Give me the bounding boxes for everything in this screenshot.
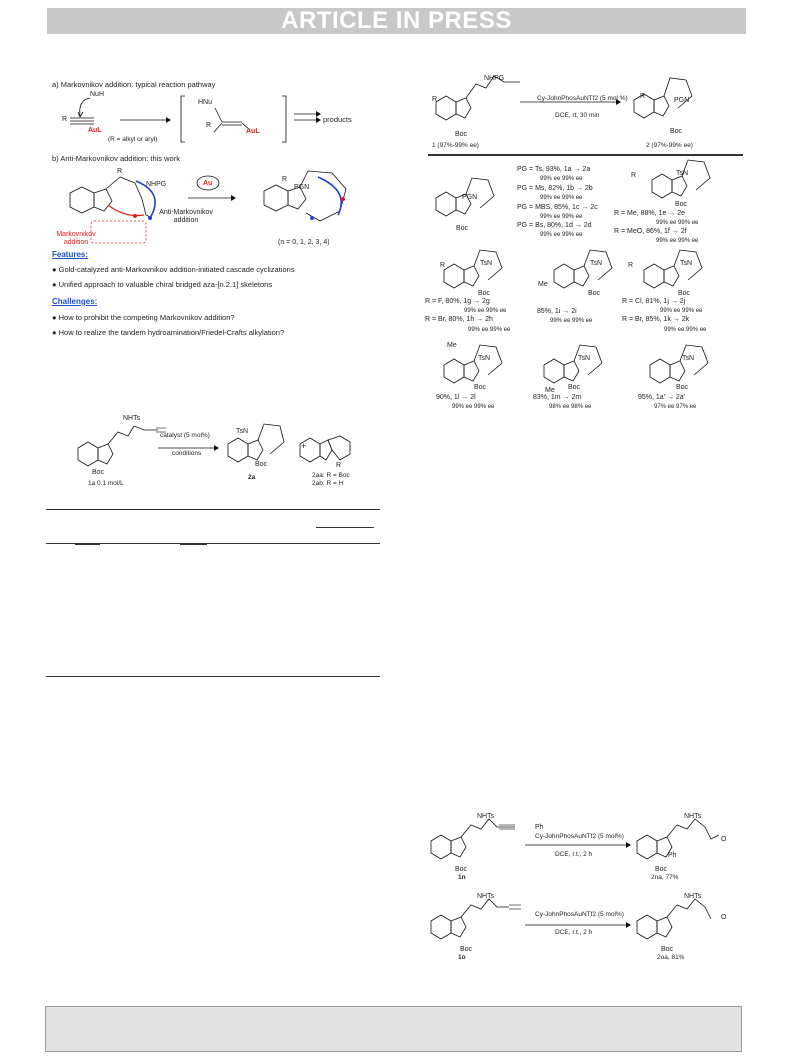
- footer-citation-box: [45, 1006, 742, 1052]
- pg-row-line: PG = Ms, 82%, 1b → 2b: [517, 185, 593, 192]
- compound-2h-ee: 99% ee 99% ee: [468, 327, 511, 333]
- boc-label-11: Boc: [568, 384, 581, 391]
- boc-label-13: Boc: [455, 866, 468, 873]
- conditions-label-4: DCE, r.t., 2 h: [555, 929, 593, 936]
- pg-row-ee: 99% ee 99% ee: [540, 176, 583, 182]
- boc-label-15: Boc: [460, 946, 473, 953]
- nhpg-label: NHPG: [146, 181, 167, 188]
- pgn-label-3: PGN: [462, 194, 478, 201]
- product-label-2: 2 (97%-99% ee): [646, 142, 693, 149]
- compound-2f-line: R = MeO, 86%, 1f → 2f: [614, 228, 687, 235]
- reagent-label-3: Cy-JohnPhosAuNTf2 (5 mol%): [535, 911, 624, 918]
- tsn-label-6: TsN: [478, 355, 491, 362]
- challenge-text: How to prohibit the competing Markovnikov addition?: [58, 313, 235, 322]
- challenges-heading: Challenges:: [52, 297, 98, 306]
- boc-label-14: Boc: [655, 866, 668, 873]
- aul-label-2: AuL: [246, 128, 260, 135]
- sm-label: 1a 0.1 mol/L: [88, 480, 124, 487]
- boc-label-12: Boc: [676, 384, 689, 391]
- compound-2k-line: R = Br, 85%, 1k → 2k: [622, 316, 690, 323]
- table-bottom-rule: [46, 676, 380, 677]
- pg-row-line: PG = MBS, 85%, 1c → 2c: [517, 204, 598, 211]
- r-note: (R = alkyl or aryl): [108, 136, 158, 143]
- boc-label-16: Boc: [661, 946, 674, 953]
- nhts-label-5: NHTs: [684, 893, 702, 900]
- sm-label-2: 1 (97%-99% ee): [432, 142, 479, 149]
- r-label: R: [62, 116, 68, 123]
- pg-row-line: PG = Ts, 93%, 1a → 2a: [517, 166, 591, 173]
- ph-label-2: Ph: [668, 852, 677, 859]
- tsn-label-5: TsN: [680, 260, 693, 267]
- compound-2h-line: R = Br, 80%, 1h → 2h: [425, 316, 493, 323]
- pg-row-line: PG = Bs, 80%, 1d → 2d: [517, 222, 592, 229]
- structure-2g-2h: [430, 250, 520, 300]
- boc-label-7: Boc: [478, 290, 491, 297]
- sm-label-4: 1o: [458, 954, 466, 961]
- nhts-label: NHTs: [123, 415, 141, 422]
- feature-item: ● Unified approach to valuable chiral bridged aza-[n.2.1] skeletons: [52, 280, 273, 289]
- conditions-label: conditions: [172, 450, 202, 457]
- r-label-2: R: [206, 122, 212, 129]
- tsn-label-3: TsN: [480, 260, 493, 267]
- product-label: 2a: [248, 474, 256, 481]
- compound-2a-prime-ee: 97% ee 97% ee: [654, 404, 697, 410]
- products-label: products: [323, 115, 352, 124]
- n-values-label: (n = 0, 1, 2, 3, 4): [278, 239, 330, 246]
- boc-label-3: Boc: [455, 131, 468, 138]
- byproduct-label-2: 2ab: R = H: [312, 480, 344, 487]
- compound-2l-line: 90%, 1l → 2l: [436, 394, 476, 401]
- markovnikov-label: Markovnikov addition: [56, 231, 96, 246]
- compound-2m-ee: 98% ee 98% ee: [549, 404, 592, 410]
- challenge-item: ● How to prohibit the competing Markovnikov addition?: [52, 313, 235, 322]
- reagent-label-2: Cy-JohnPhosAuNTf2 (5 mol%): [535, 833, 624, 840]
- tsn-label-7: TsN: [578, 355, 591, 362]
- tsn-label-4: TsN: [590, 260, 603, 267]
- compound-2f-ee: 99% ee 99% ee: [656, 238, 699, 244]
- feature-item: ● Gold-catalyzed anti-Markovnikov addition-initiated cascade cyclizations: [52, 265, 295, 274]
- table-top-rule: [46, 509, 380, 510]
- structure-2i: [540, 250, 630, 300]
- r-label-6: R: [432, 96, 438, 103]
- conditions-label-2: DCE, rt, 30 min: [555, 112, 600, 119]
- scope-divider: [428, 154, 743, 156]
- compound-2m-line: 83%, 1m → 2m: [533, 394, 582, 401]
- boc-label-6: Boc: [675, 201, 688, 208]
- pg-row-ee: 99% ee 99% ee: [540, 232, 583, 238]
- compound-2l-ee: 99% ee 99% ee: [452, 404, 495, 410]
- pgn-label: PGN: [294, 184, 310, 191]
- r-label-7: R: [640, 93, 646, 100]
- byproduct-label-1: 2aa: R = Boc: [312, 472, 350, 479]
- pg-row-ee: 99% ee 99% ee: [540, 214, 583, 220]
- boc-label-4: Boc: [670, 128, 683, 135]
- me-label: Me: [538, 281, 548, 288]
- boc-label-2: Boc: [255, 461, 268, 468]
- feature-text: Unified approach to valuable chiral bridged aza-[n.2.1] skeletons: [58, 280, 273, 289]
- catalyst-label: catalyst (5 mol%): [160, 432, 210, 439]
- feature-text: Gold-catalyzed anti-Markovnikov addition-initiated cascade cyclizations: [58, 265, 295, 274]
- pg-row-ee: 99% ee 99% ee: [540, 195, 583, 201]
- compound-2j-line: R = Cl, 81%, 1j → 2j: [622, 298, 686, 305]
- nhts-label-2: NHTs: [477, 813, 495, 820]
- boc-label-8: Boc: [588, 290, 601, 297]
- reagent-label: Cy-JohnPhosAuNTf2 (5 mol %): [537, 95, 628, 102]
- anti-markovnikov-label: Anti-Markovnikov addition: [159, 209, 213, 224]
- challenge-item: ● How to realize the tandem hydroamination/Friedel-Crafts alkylation?: [52, 328, 285, 337]
- compound-2a-prime-line: 95%, 1a' → 2a': [638, 394, 686, 401]
- boc-label-5: Boc: [456, 225, 469, 232]
- table-header-subrule: [316, 527, 374, 528]
- au-label: Au: [203, 180, 213, 187]
- compound-2g-line: R = F, 80%, 1g → 2g: [425, 298, 490, 305]
- hnu-label: HNu: [198, 99, 213, 106]
- hydration-reaction-1: [425, 815, 725, 880]
- scheme1-a-label: a) Markovnikov addition: typical reaction pathway: [52, 80, 216, 89]
- compound-2e-line: R = Me, 88%, 1e → 2e: [614, 210, 686, 217]
- compound-2g-ee: 99% ee 99% ee: [464, 308, 507, 314]
- nhts-label-4: NHTs: [477, 893, 495, 900]
- plus-sign: +: [301, 441, 307, 451]
- nhpg-label-2: NHPG: [484, 75, 505, 82]
- r-label-4: R: [282, 176, 288, 183]
- o-label-2: O: [721, 914, 727, 921]
- product-label-3: 2na, 77%: [651, 874, 679, 881]
- scheme1-b-label: b) Anti-Markovnikov addition: this work: [52, 154, 180, 163]
- tsn-label-8: TsN: [682, 355, 695, 362]
- anti-markovnikov-drawing: [50, 163, 380, 248]
- article-in-press-banner: [47, 8, 746, 34]
- boc-label: Boc: [92, 469, 105, 476]
- table-col-rule-1: [75, 543, 100, 545]
- pgn-label-2: PGN: [674, 97, 690, 104]
- boc-label-9: Boc: [678, 290, 691, 297]
- compound-2e-ee: 99% ee 99% ee: [656, 220, 699, 226]
- r-label-8: R: [631, 172, 637, 179]
- aul-label: AuL: [88, 127, 102, 134]
- compound-2i-line: 85%, 1i → 2i: [537, 308, 577, 315]
- conditions-label-3: DCE, r.t., 2 h: [555, 851, 593, 858]
- boc-label-10: Boc: [474, 384, 487, 391]
- nhts-label-3: NHTs: [684, 813, 702, 820]
- table-col-rule-2: [180, 543, 207, 545]
- nuh-label: NuH: [90, 91, 105, 98]
- sm-label-3: 1n: [458, 874, 466, 881]
- banner-text: ARTICLE IN PRESS: [281, 7, 512, 34]
- r-label-9: R: [440, 262, 446, 269]
- me-label-2: Me: [447, 342, 457, 349]
- features-heading: Features:: [52, 250, 89, 259]
- r-label-3: R: [117, 168, 123, 175]
- compound-2i-ee: 99% ee 99% ee: [550, 318, 593, 324]
- product-label-4: 2oa, 81%: [657, 954, 685, 961]
- compound-2j-ee: 99% ee 99% ee: [660, 308, 703, 314]
- ph-label: Ph: [535, 824, 544, 831]
- me-label-3: Me: [545, 387, 555, 394]
- r-label-5: R: [336, 462, 342, 469]
- r-label-10: R: [628, 262, 634, 269]
- tsn-label-2: TsN: [676, 170, 689, 177]
- compound-2k-ee: 99% ee 99% ee: [664, 327, 707, 333]
- structure-2j-2k: [630, 250, 720, 300]
- challenge-text: How to realize the tandem hydroamination/Friedel-Crafts alkylation?: [58, 328, 285, 337]
- o-label: O: [721, 836, 727, 843]
- tsn-label: TsN: [236, 428, 249, 435]
